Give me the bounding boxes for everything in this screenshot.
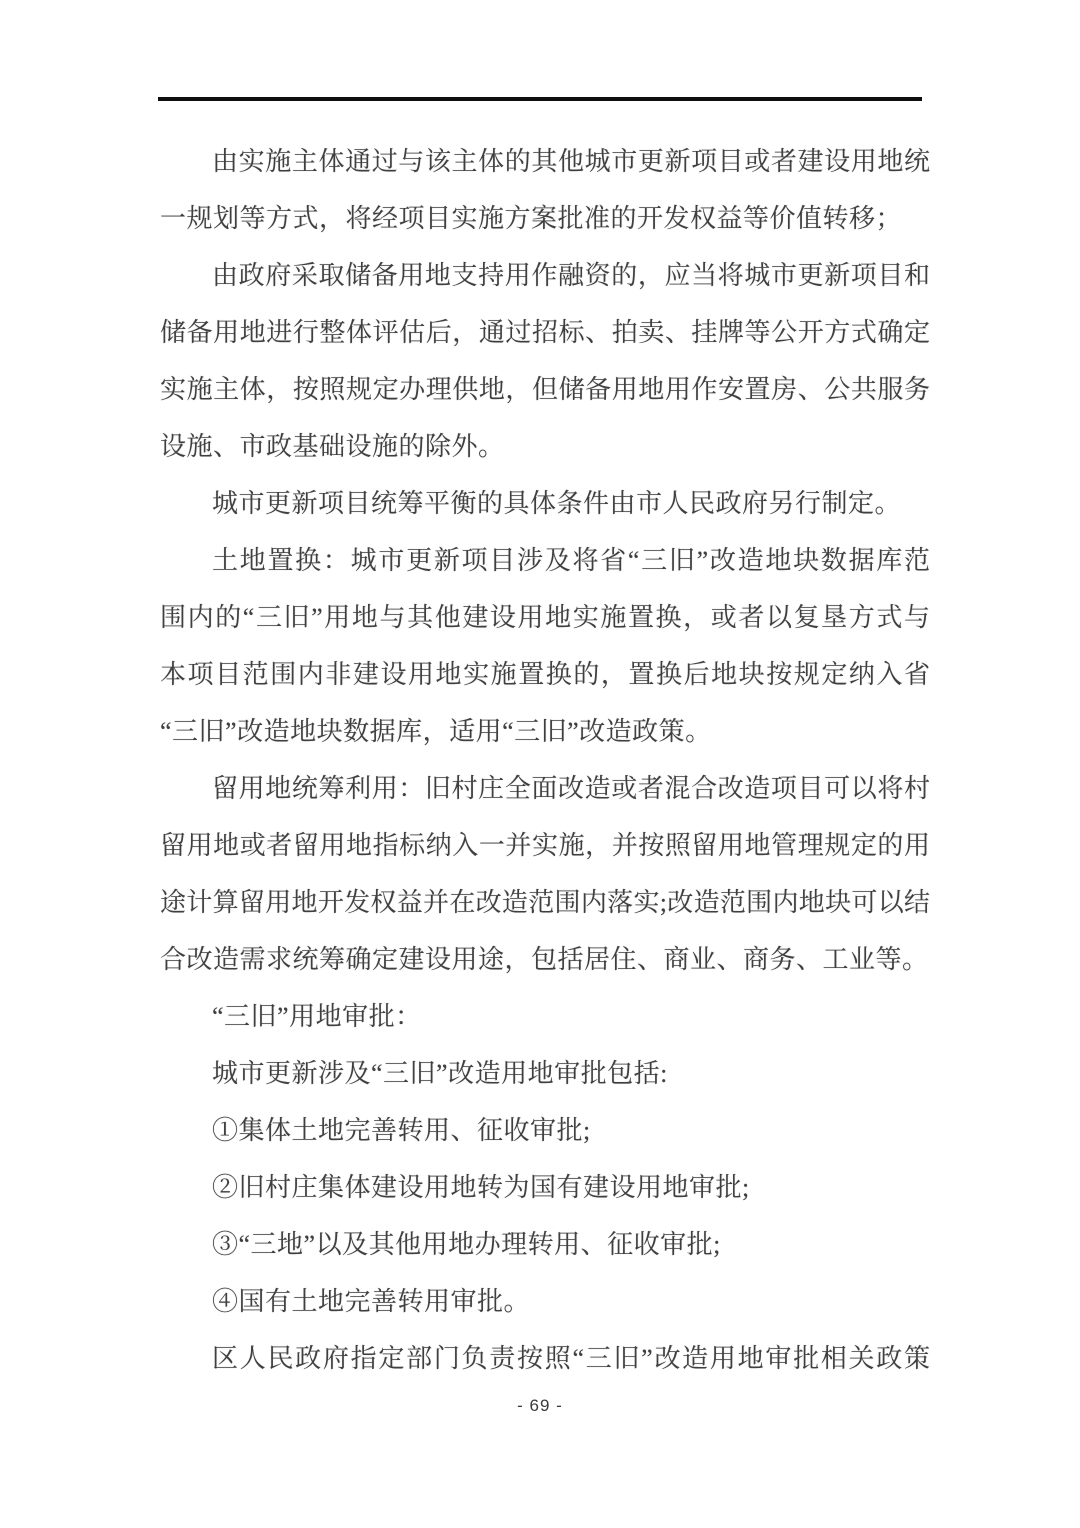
document-line: 留用地或者留用地指标纳入一并实施，并按照留用地管理规定的用 [160,831,930,860]
document-line: 围内的“三旧”用地与其他建设用地实施置换，或者以复垦方式与 [160,603,930,632]
document-line: 由实施主体通过与该主体的其他城市更新项目或者建设用地统 [212,147,930,176]
document-line: “三旧”改造地块数据库，适用“三旧”改造政策。 [160,717,712,746]
document-line: 设施、市政基础设施的除外。 [160,432,505,461]
document-line: 途计算留用地开发权益并在改造范围内落实;改造范围内地块可以结 [160,888,930,917]
document-line: 土地置换：城市更新项目涉及将省“三旧”改造地块数据库范 [212,546,930,575]
header-rule-divider [158,97,922,101]
document-line: 合改造需求统筹确定建设用途，包括居住、商业、商务、工业等。 [160,945,929,974]
document-line: 城市更新项目统筹平衡的具体条件由市人民政府另行制定。 [212,489,902,518]
document-body [160,133,930,1387]
document-line: 留用地统筹利用：旧村庄全面改造或者混合改造项目可以将村 [212,774,930,803]
document-line: 储备用地进行整体评估后，通过招标、拍卖、挂牌等公开方式确定 [160,318,930,347]
document-line: 区人民政府指定部门负责按照“三旧”改造用地审批相关政策 [212,1344,930,1373]
document-line: 城市更新涉及“三旧”改造用地审批包括: [212,1059,668,1088]
document-line: 由政府采取储备用地支持用作融资的，应当将城市更新项目和 [212,261,930,290]
document-line: “三旧”用地审批： [212,1002,422,1031]
document-line: ③“三地”以及其他用地办理转用、征收审批; [212,1230,721,1259]
document-line: 实施主体，按照规定办理供地，但储备用地用作安置房、公共服务 [160,375,930,404]
document-line: 本项目范围内非建设用地实施置换的，置换后地块按规定纳入省 [160,660,930,689]
document-line: 一规划等方式，将经项目实施方案批准的开发权益等价值转移； [160,204,903,233]
page-number: - 69 - [517,1396,563,1415]
document-line: ①集体土地完善转用、征收审批; [212,1116,591,1145]
document-line: ②旧村庄集体建设用地转为国有建设用地审批; [212,1173,750,1202]
document-line: ④国有土地完善转用审批。 [212,1287,531,1316]
